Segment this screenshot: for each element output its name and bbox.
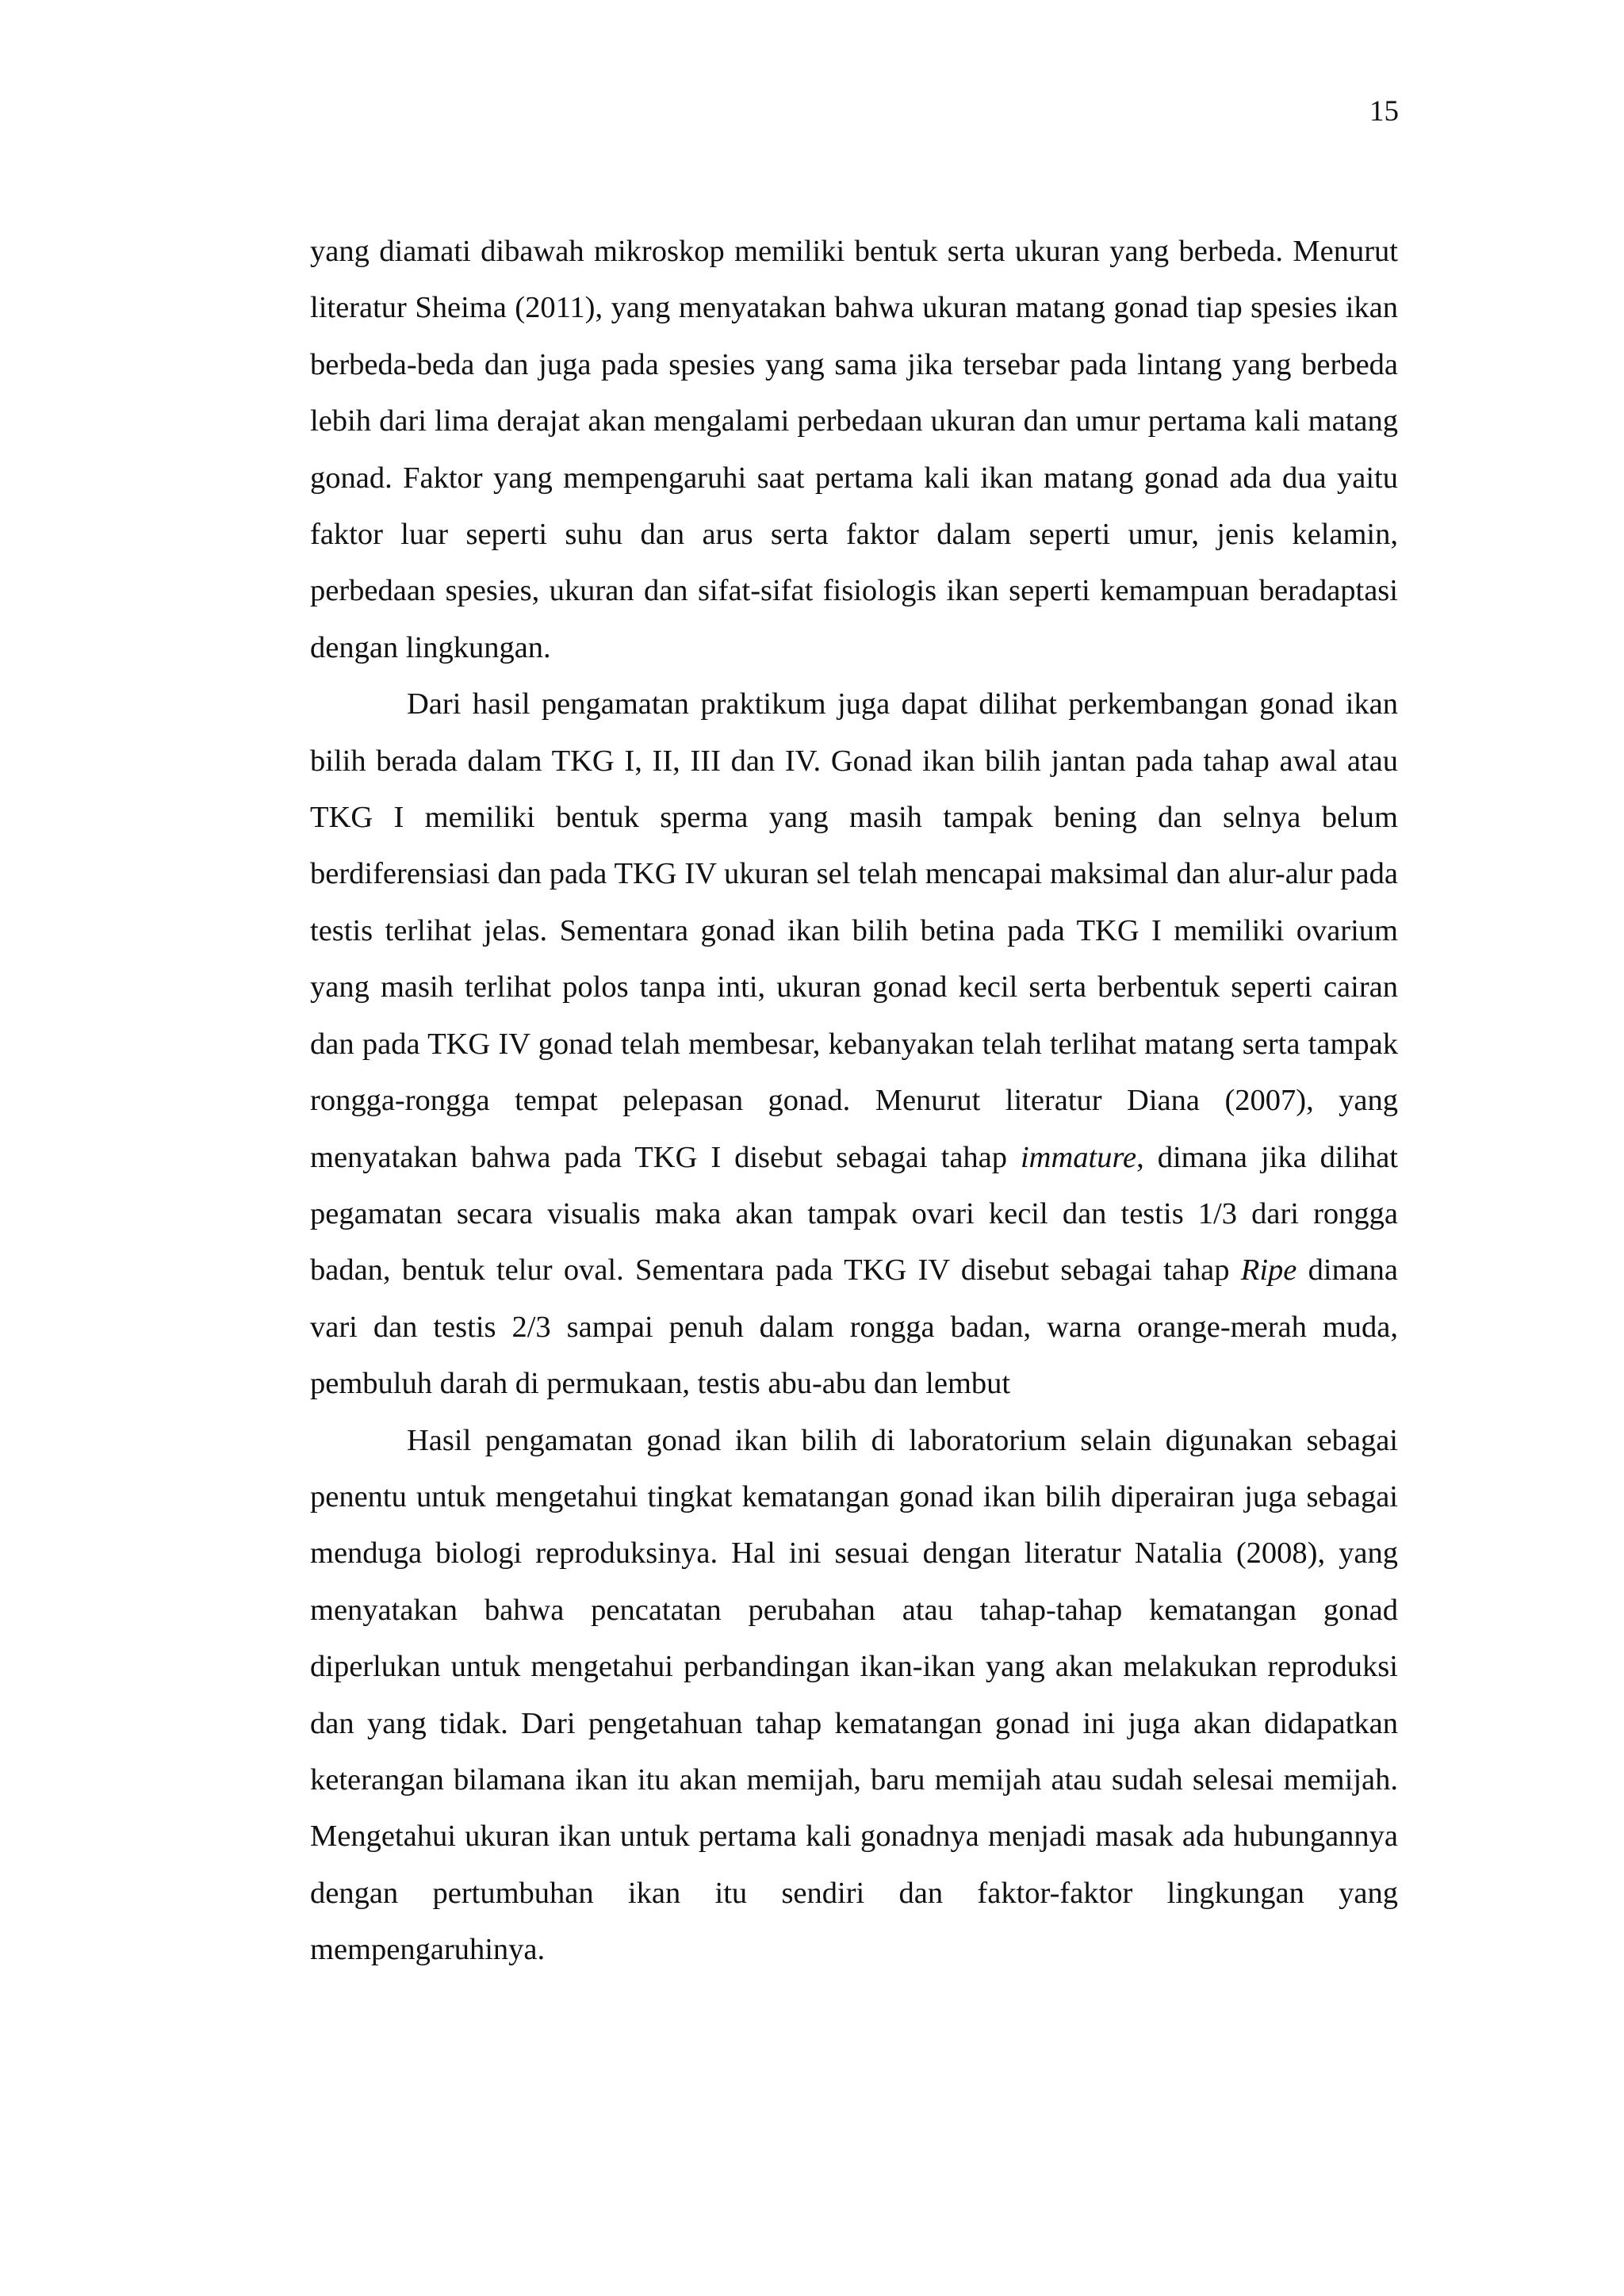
italic-term-ripe: Ripe — [1240, 1253, 1297, 1288]
page-number: 15 — [1369, 95, 1399, 128]
paragraph-3-text: Hasil pengamatan gonad ikan bilih di laboratorium selain digunakan sebagai penentu untuk mengetahui tingkat kematangan gonad ikan bilih diperairan juga sebagai menduga biologi reproduksinya. Hal ini sesuai dengan literatur Natalia (2008), yang menyatakan bahwa pencatatan perubahan atau tahap-tahap kematangan gonad diperlukan untuk mengetahui perbandingan ikan-ikan yang akan melakukan reproduksi dan yang tidak. Dari pengetahuan tahap kematangan gonad ini juga akan didapatkan keterangan bilamana ikan itu akan memijah, baru memijah atau sudah selesai memijah. Mengetahui ukuran ikan untuk pertama kali gonadnya menjadi masak ada hubungannya dengan pertumbuhan ikan itu sendiri dan faktor-faktor lingkungan yang mempengaruhinya. — [310, 1423, 1398, 1967]
italic-term-immature: immature — [1020, 1140, 1137, 1174]
paragraph-2 — [310, 676, 1398, 1412]
paragraph-3 — [310, 1413, 1398, 1979]
paragraph-1 — [310, 224, 1398, 676]
document-body — [310, 224, 1398, 1979]
paragraph-2-text-b: , dimana jika dilihat pegamatan secara visualis maka akan tampak ovari kecil dan testis 1/3 dari rongga badan, bentuk telur oval. Sementara pada TKG IV disebut sebagai tahap — [310, 1140, 1398, 1288]
paragraph-1-text: yang diamati dibawah mikroskop memiliki bentuk serta ukuran yang berbeda. Menurut literatur Sheima (2011), yang menyatakan bahwa ukuran matang gonad tiap spesies ikan berbeda-beda dan juga pada spesies yang sama jika tersebar pada lintang yang berbeda lebih dari lima derajat akan mengalami perbedaan ukuran dan umur pertama kali matang gonad. Faktor yang mempengaruhi saat pertama kali ikan matang gonad ada dua yaitu faktor luar seperti suhu dan arus serta faktor dalam seperti umur, jenis kelamin, perbedaan spesies, ukuran dan sifat-sifat fisiologis ikan seperti kemampuan beradaptasi dengan lingkungan. — [310, 235, 1398, 664]
paragraph-2-text-a: Dari hasil pengamatan praktikum juga dapat dilihat perkembangan gonad ikan bilih berada dalam TKG I, II, III dan IV. Gonad ikan bilih jantan pada tahap awal atau TKG I memiliki bentuk sperma yang masih tampak bening dan selnya belum berdiferensiasi dan pada TKG IV ukuran sel telah mencapai maksimal dan alur-alur pada testis terlihat jelas. Sementara gonad ikan bilih betina pada TKG I memiliki ovarium yang masih terlihat polos tanpa inti, ukuran gonad kecil serta berbentuk seperti cairan dan pada TKG IV gonad telah membesar, kebanyakan telah terlihat matang serta tampak rongga-rongga tempat pelepasan gonad. Menurut literatur Diana (2007), yang menyatakan bahwa pada TKG I disebut sebagai tahap — [310, 687, 1398, 1174]
paragraph-2-text-c: dimana vari dan testis 2/3 sampai penuh dalam rongga badan, warna orange-merah muda, pembuluh darah di permukaan, testis abu-abu dan lembut — [310, 1253, 1398, 1401]
